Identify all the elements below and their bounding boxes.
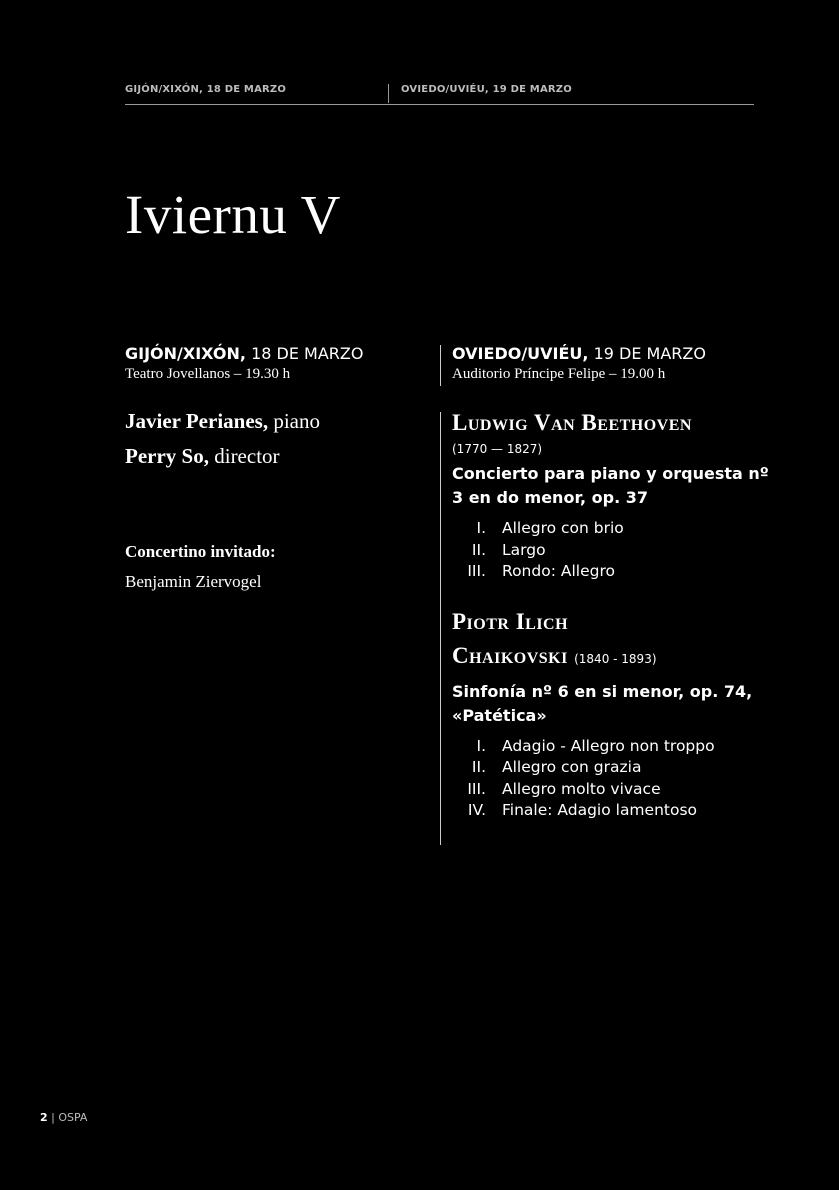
oviedo-concert-column — [440, 343, 770, 822]
work-title: Sinfonía nº 6 en si menor, op. 74, «Patética» — [452, 681, 753, 725]
performer-name: Perry So, — [125, 444, 209, 468]
gijon-date: 18 DE MARZO — [246, 344, 364, 363]
movement-title: Rondo: Allegro — [502, 562, 615, 580]
movement-title: Finale: Adagio lamentoso — [502, 801, 698, 819]
composer-name-line1: Piotr Ilich — [452, 608, 569, 634]
movement-number: I. — [476, 519, 486, 537]
oviedo-city: OVIEDO/UVIÉU, — [452, 344, 589, 363]
movement-item — [452, 736, 770, 758]
movements-list — [452, 736, 770, 822]
movement-number: II. — [471, 758, 486, 776]
movement-title: Allegro con brio — [502, 519, 624, 537]
movement-title: Adagio - Allegro non troppo — [502, 736, 715, 755]
movement-number: II. — [471, 540, 486, 559]
movement-item — [452, 800, 770, 822]
concertino-block — [125, 537, 415, 597]
movement-number: III. — [467, 779, 486, 798]
performers-list — [125, 404, 415, 474]
performer-name: Javier Perianes, — [125, 409, 269, 433]
gijon-concert-column — [125, 343, 415, 597]
movement-title: Largo — [502, 540, 546, 559]
movement-title: Allegro molto vivace — [502, 779, 661, 798]
movement-item — [452, 540, 770, 562]
composer-name-surname: Chaikovski — [452, 642, 568, 668]
oviedo-date: 19 DE MARZO — [588, 344, 706, 363]
movement-number: III. — [467, 562, 486, 580]
gijon-venue: Teatro Jovellanos – 19.30 h — [125, 366, 291, 382]
program-item-chaikovski — [452, 605, 770, 822]
composer-name-line2 — [452, 639, 770, 676]
gijon-date-line — [125, 343, 415, 364]
oviedo-venue: Auditorio Príncipe Felipe – 19.00 h — [452, 366, 666, 382]
movement-item — [452, 561, 770, 583]
performer-soloist — [125, 404, 415, 439]
movement-item — [452, 779, 770, 801]
movements-list — [452, 518, 770, 583]
movement-item — [452, 518, 770, 540]
running-header-left: GIJÓN/XIXÓN, 18 DE MARZO — [125, 84, 287, 95]
concertino-name: Benjamin Ziervogel — [125, 572, 262, 591]
page-number: 2 — [40, 1111, 48, 1124]
performer-conductor — [125, 439, 415, 474]
composer-name: Ludwig Van Beethoven — [452, 410, 692, 435]
oviedo-date-line — [452, 343, 770, 364]
page-title: Iviernu V — [125, 184, 341, 245]
performer-role: piano — [268, 409, 320, 433]
gijon-city: GIJÓN/XIXÓN, — [125, 344, 246, 363]
running-header — [125, 84, 754, 105]
movement-number: IV. — [467, 801, 486, 819]
running-header-divider — [388, 84, 389, 103]
concertino-label: Concertino invitado: — [125, 542, 276, 561]
performer-role: director — [208, 444, 280, 468]
footer-label: | OSPA — [47, 1111, 88, 1124]
movement-number: I. — [476, 736, 486, 755]
work-title: Concierto para piano y orquesta nº 3 en do menor, op. 37 — [452, 464, 769, 507]
composer-dates: (1840 - 1893) — [574, 651, 657, 666]
movement-title: Allegro con grazia — [502, 758, 642, 776]
page-footer — [40, 1111, 87, 1124]
program-item-beethoven — [452, 406, 770, 583]
movement-item — [452, 757, 770, 779]
composer-dates: (1770 — 1827) — [452, 442, 543, 456]
running-header-right: OVIEDO/UVIÉU, 19 DE MARZO — [401, 84, 572, 95]
